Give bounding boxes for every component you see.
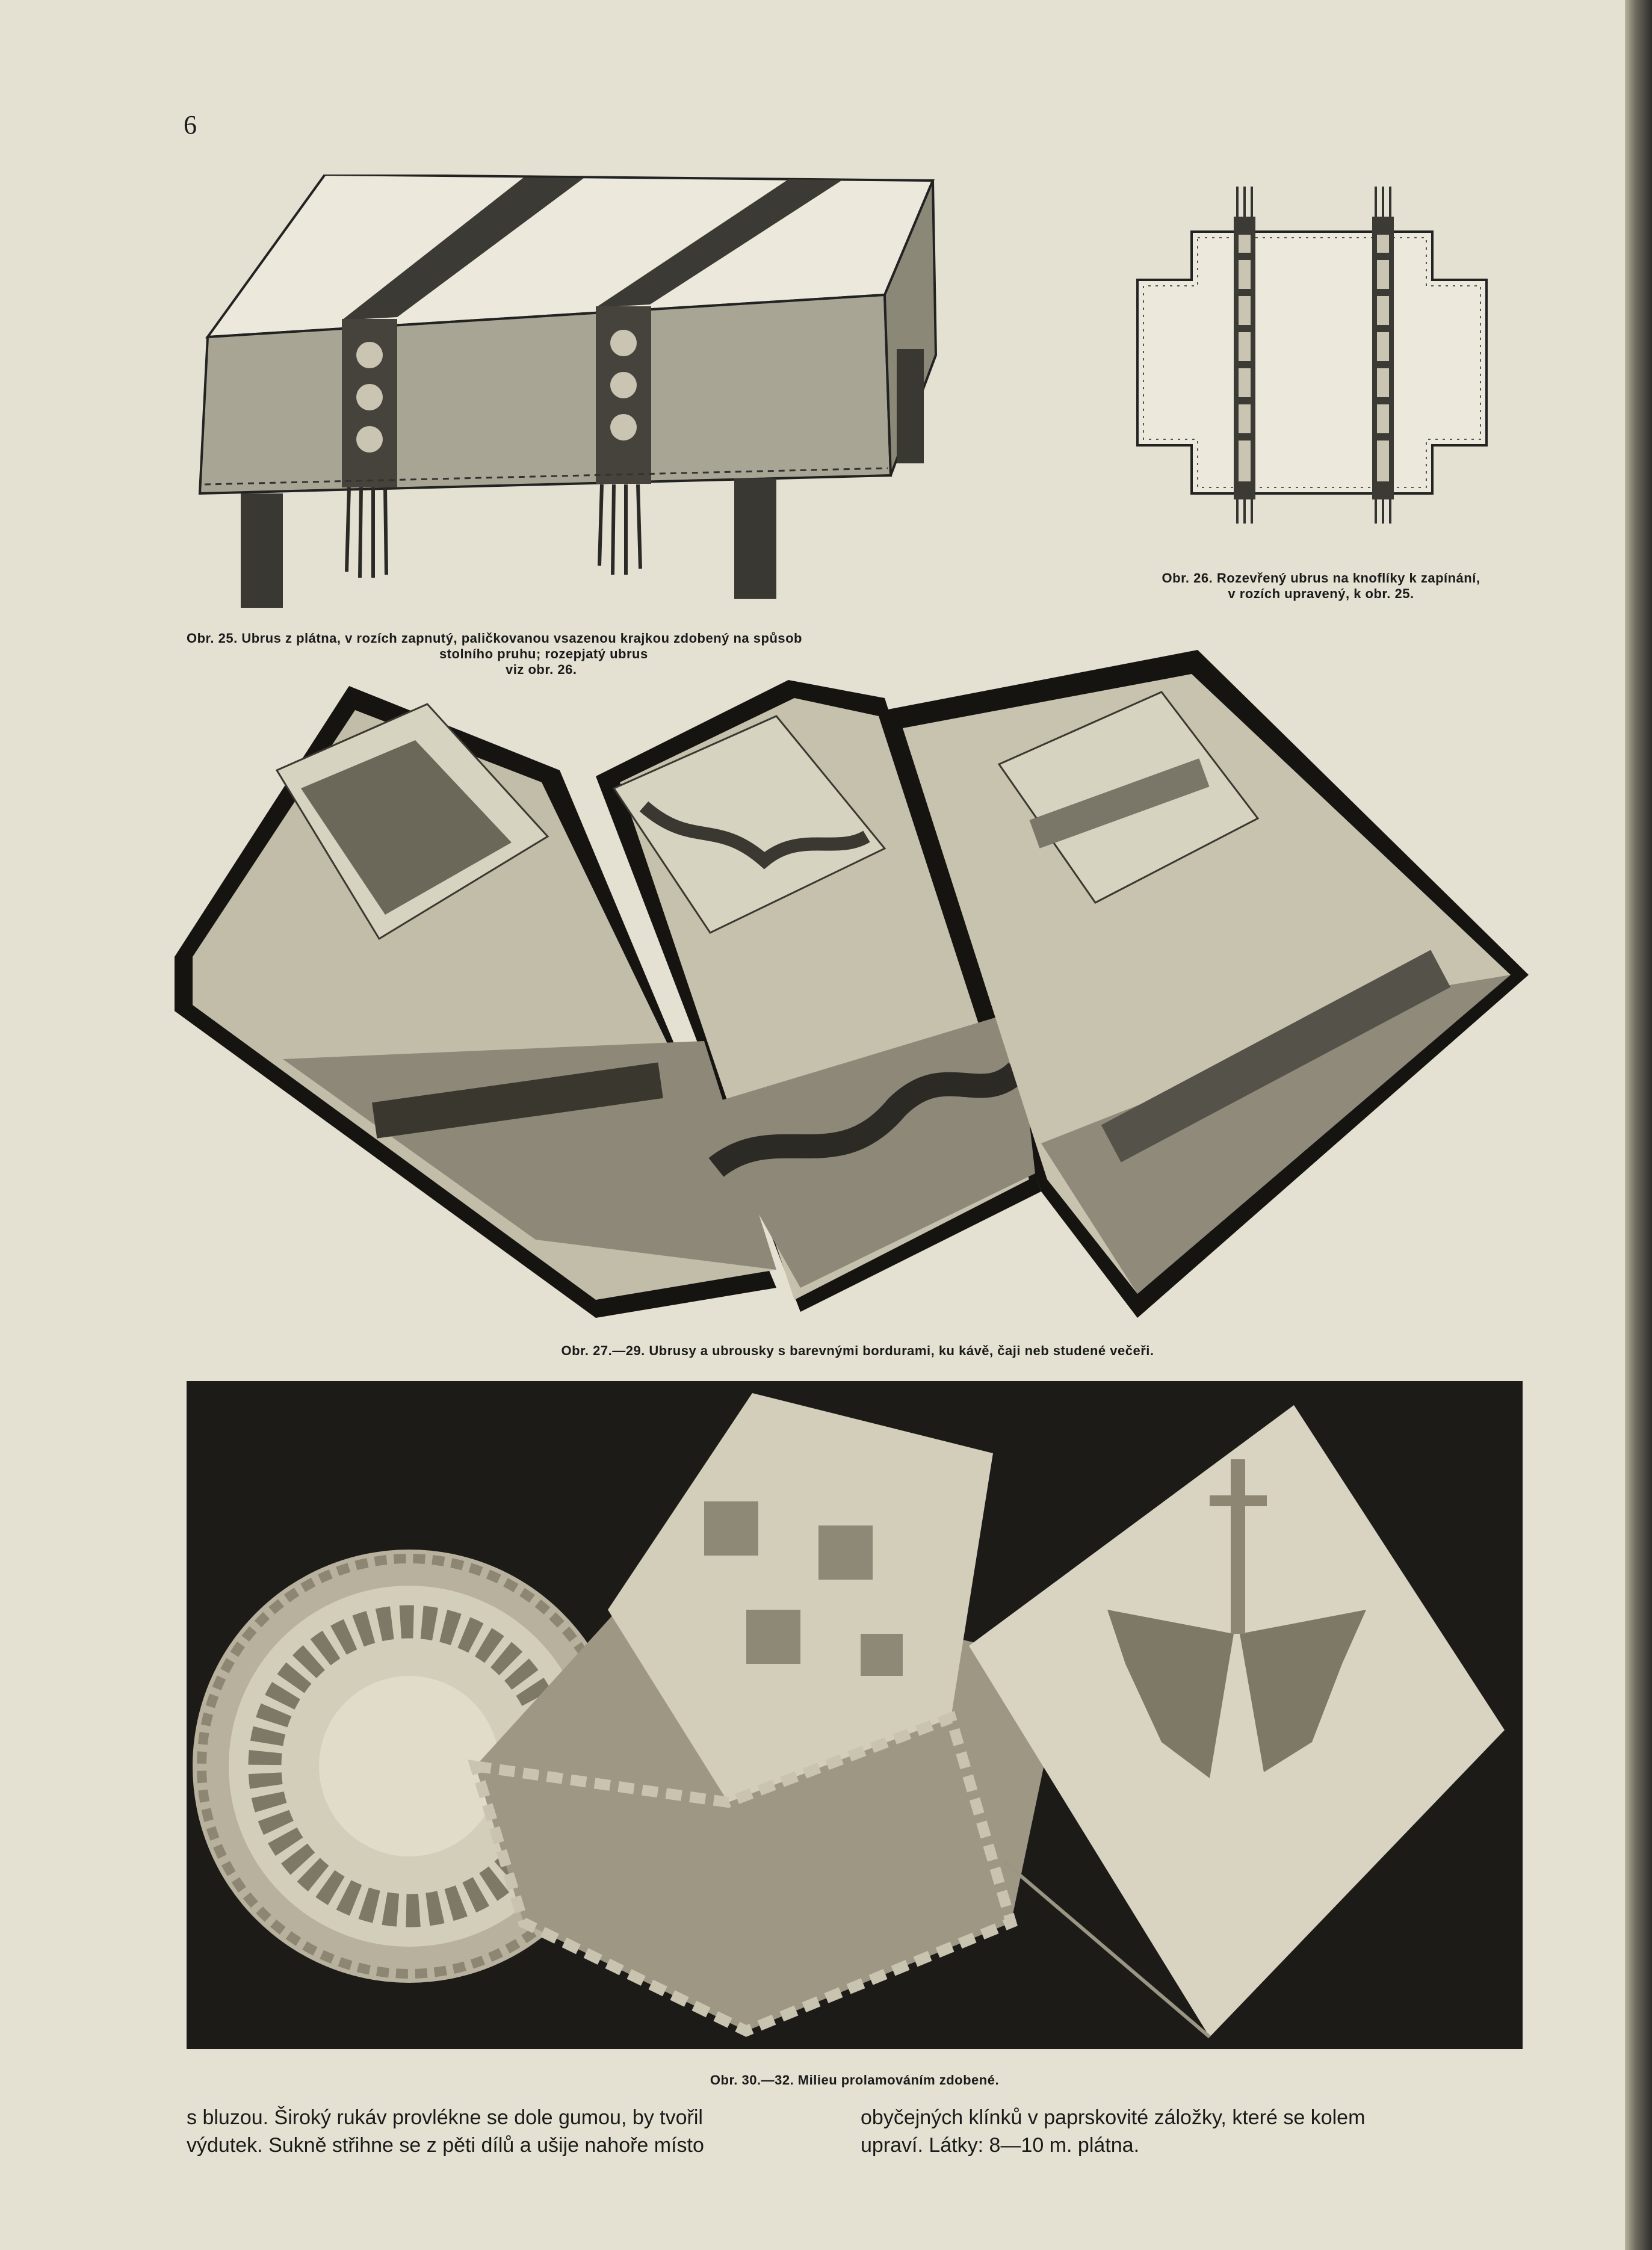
body-text-left-column [187,2104,834,2159]
figure-26-caption-line-2: v rozích upravený, k obr. 25. [1228,586,1414,601]
body-text-right-line-1: obyčejných klínků v paprskovité záložky, které se kolem [861,2106,1366,2129]
figures-27-29-tablecloths-photo [175,650,1529,1324]
figures-30-32-doilies-photo [187,1381,1523,2049]
figure-26-caption [1116,570,1526,602]
figure-25-caption-line-1: Obr. 25. Ubrus z plátna, v rozích zapnutý, paličkovanou vsazenou krajkou zdobený na spůsob [187,631,802,646]
figure-25-caption-line-3: viz obr. 26. [506,662,577,677]
body-text-right-column [861,2104,1511,2159]
figure-26-caption-line-1: Obr. 26. Rozevřený ubrus na knoflíky k zapínání, [1162,570,1480,586]
figure-26-tablecloth-diagram [1125,187,1499,524]
book-binding-edge [1625,0,1652,2250]
figure-25-caption-line-2: stolního pruhu; rozepjatý ubrus [439,646,648,661]
body-text-right-line-2: upraví. Látky: 8—10 m. plátna. [861,2134,1140,2157]
body-text-left-line-2: výdutek. Sukně střihne se z pěti dílů a ušije nahoře místo [187,2134,704,2157]
figure-25-table-illustration [187,175,969,614]
body-text-left-line-1: s bluzou. Široký rukáv provlékne se dole gumou, by tvořil [187,2106,703,2129]
page-number: 6 [184,110,197,140]
figures-27-29-caption: Obr. 27.—29. Ubrusy a ubrousky s barevnými bordurami, ku kávě, čaji neb studené večeři. [561,1343,1154,1358]
figures-30-32-caption: Obr. 30.—32. Milieu prolamováním zdobené. [710,2072,1000,2088]
